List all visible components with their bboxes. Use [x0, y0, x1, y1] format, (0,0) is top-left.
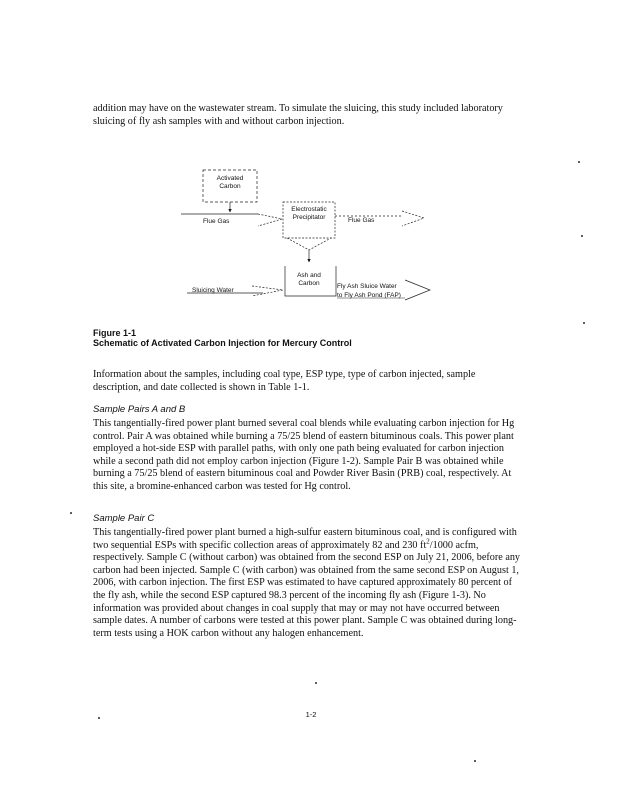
flue-gas-in-label: Flue Gas: [203, 218, 230, 225]
scan-speck: [581, 235, 583, 237]
scan-speck: [578, 161, 580, 163]
section-ab-text: This tangentially-fired power plant burned several coal blends while evaluating carbon injection for Hg control. Pair A was obtained while burning a 75/25 blend of eastern bituminous coals. This power plant employed a hot-side ESP with parallel paths, with only one path being evaluated for carbon injection while a second path did not employ carbon injection (Figure 1-2). Sample Pair B was obtained while burning a 75/25 blend of eastern bituminous coal and Powder River Basin (PRB) coal, respectively. At this site, a bromine-enhanced carbon was tested for Hg control.: [93, 418, 515, 492]
section-c-superscript: 2: [426, 537, 430, 546]
section-c-text-part1: This tangentially-fired power plant burned a high-sulfur eastern bituminous coal, and is configured with two sequential ESPs with specific collection areas of approximately 82 and 230 ft: [93, 527, 517, 551]
info-paragraph: Information about the samples, including coal type, ESP type, type of carbon injected, sample description, and date collected is shown in Table 1-1.: [93, 369, 476, 393]
section-c-heading: Sample Pair C: [93, 513, 155, 524]
activated-carbon-label-line2: Carbon: [219, 183, 241, 190]
section-c-text-part2: /1000 acfm, respectively. Sample C (without carbon) was obtained from the second ESP on July 21, 2006, before any carbon had been injected. Sample C (with carbon) was obtained from the same second ESP on August 1, 2006, with carbon injection. The first ESP was estimated to have captured approximately 80 percent of the fly ash, while the second ESP captured 98.3 percent of the incoming fly ash (Figure 1-3). No information was provided about changes in coal supply that may or may not have occurred between sample dates. A number of carbons were tested at this power plant. Sample C was obtained during long-term tests using a HOK carbon without any halogen enhancement.: [93, 539, 521, 639]
esp-hopper: [287, 238, 331, 250]
fap-label-line1: Fly Ash Sluice Water: [337, 283, 397, 290]
scan-speck: [70, 512, 72, 514]
flue-gas-out-label: Flue Gas: [348, 217, 375, 224]
flue-gas-in-arrow: [258, 214, 282, 226]
ash-carbon-label-line2: Carbon: [298, 280, 320, 287]
figure-caption: Schematic of Activated Carbon Injection for Mercury Control: [93, 338, 352, 348]
page-number: 1-2: [305, 710, 317, 719]
scan-speck: [474, 760, 476, 762]
scan-speck: [583, 322, 585, 324]
section-ab-heading: Sample Pairs A and B: [93, 404, 186, 415]
fap-arrow: [405, 280, 430, 300]
activated-carbon-label-line1: Activated: [216, 175, 244, 182]
flue-gas-out-arrow: [402, 211, 424, 226]
sluicing-water-arrow: [252, 286, 283, 296]
scan-speck: [315, 682, 317, 684]
scan-speck: [98, 717, 100, 719]
intro-paragraph: addition may have on the wastewater stream. To simulate the sluicing, this study included laboratory sluicing of fly ash samples with and without carbon injection.: [93, 103, 503, 127]
sluicing-water-label: Sluicing Water: [192, 287, 234, 294]
ash-carbon-label-line1: Ash and: [297, 272, 321, 279]
activated-carbon-injection-schematic: [0, 0, 622, 320]
fap-label-line2: to Fly Ash Pond (FAP): [337, 292, 401, 299]
figure-number: Figure 1-1: [93, 328, 137, 338]
esp-label-line2: Precipitator: [292, 214, 326, 221]
section-c-text: [93, 527, 523, 640]
esp-label-line1: Electrostatic: [291, 206, 327, 213]
